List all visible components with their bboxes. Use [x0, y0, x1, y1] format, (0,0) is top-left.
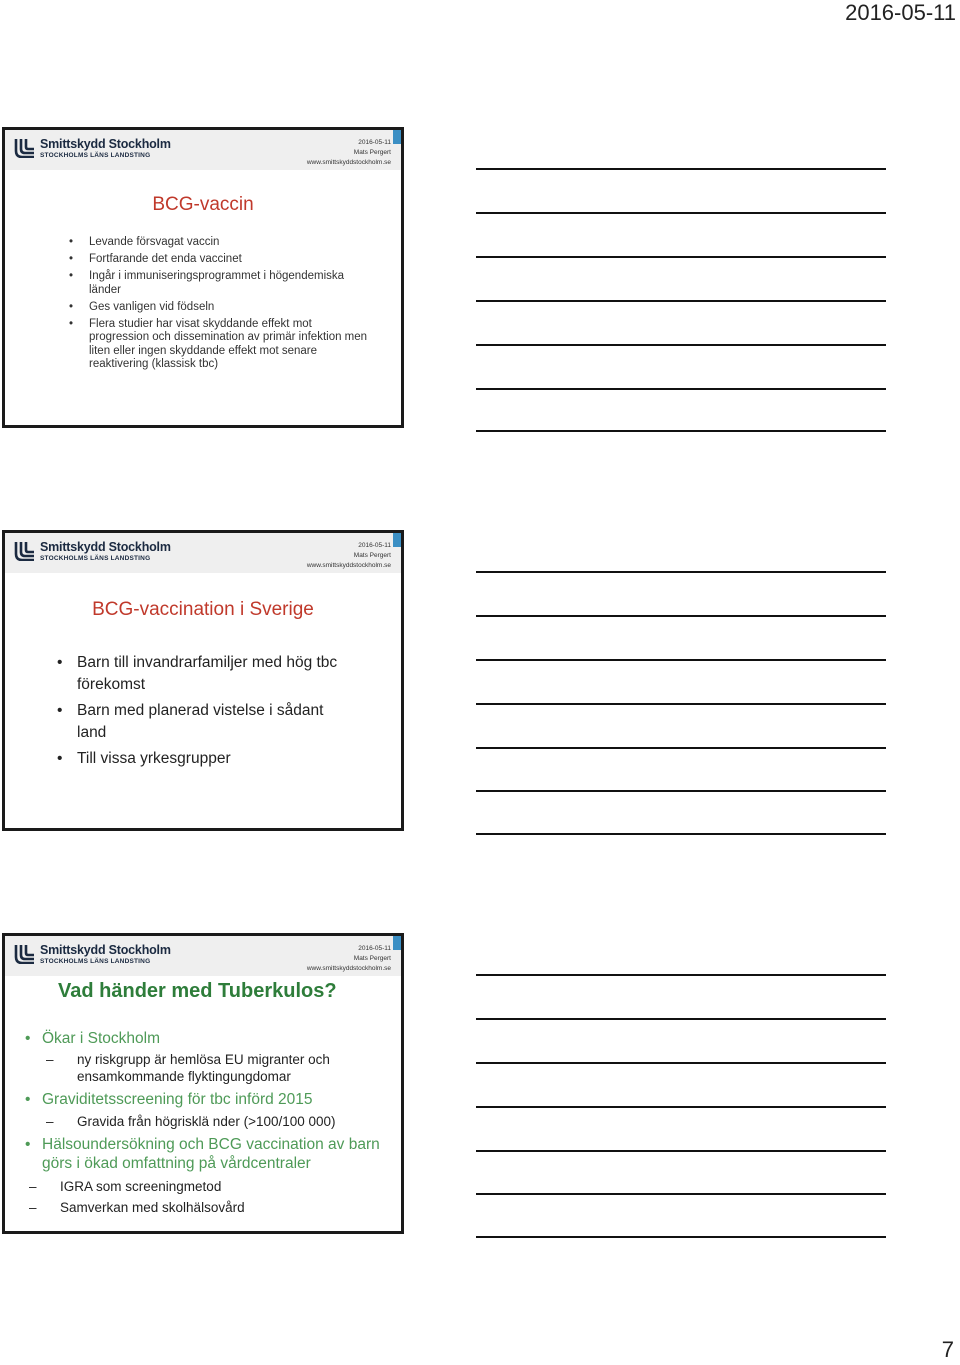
slide-meta — [307, 541, 391, 571]
logo-mark-icon — [13, 138, 35, 158]
note-line — [476, 344, 886, 346]
list-item: • Ingår i immuniseringsprogrammet i högendemiska länder — [69, 270, 345, 296]
list-item: • Ges vanligen vid födseln — [69, 300, 215, 313]
sub-list-item: – ny riskgrupp är hemlösa EU migranter och ensamkommande flyktingungdomar — [46, 1052, 330, 1084]
page-date: 2016-05-11 — [845, 0, 956, 25]
meta-url: www.smittskyddstockholm.se — [306, 159, 391, 166]
list-item: • Till vissa yrkesgrupper — [57, 750, 231, 767]
meta-date: 2016-05-11 — [358, 542, 391, 549]
logo-subtitle: STOCKHOLMS LÄNS LANDSTING — [40, 151, 151, 159]
slide-meta — [307, 138, 391, 168]
note-line — [476, 168, 886, 170]
header-accent — [393, 130, 401, 144]
slide-title: BCG-vaccin — [152, 194, 254, 215]
meta-author: Mats Pergert — [353, 552, 391, 559]
note-line — [476, 256, 886, 258]
bullet-list — [69, 236, 369, 372]
meta-url: www.smittskyddstockholm.se — [306, 965, 391, 972]
slide-title: BCG-vaccination i Sverige — [92, 599, 314, 620]
logo-subtitle: STOCKHOLMS LÄNS LANDSTING — [40, 554, 151, 562]
meta-author: Mats Pergert — [353, 955, 391, 962]
meta-date: 2016-05-11 — [358, 945, 391, 952]
smittskydd-logo — [13, 944, 171, 965]
sub-list-item: – Samverkan med skolhälsovård — [29, 1200, 245, 1215]
list-item: • Levande försvagat vaccin — [69, 236, 220, 248]
note-line — [476, 790, 886, 792]
list-item: • Barn med planerad vistelse i sådant land — [57, 702, 324, 741]
slide-header — [5, 936, 401, 976]
sub-list-item: – IGRA som screeningmetod — [29, 1179, 222, 1194]
header-accent — [393, 936, 401, 950]
page-number: 7 — [941, 1337, 954, 1362]
logo-title: Smittskydd Stockholm — [40, 540, 171, 554]
note-line — [476, 571, 886, 573]
meta-date: 2016-05-11 — [358, 139, 391, 146]
logo-mark-icon — [13, 944, 35, 964]
slide-1 — [2, 127, 404, 428]
note-line — [476, 1018, 886, 1020]
note-line — [476, 1236, 886, 1238]
logo-title: Smittskydd Stockholm — [40, 137, 171, 151]
note-line — [476, 300, 886, 302]
note-line — [476, 703, 886, 705]
note-line — [476, 747, 886, 749]
note-line — [476, 1106, 886, 1108]
note-line — [476, 1062, 886, 1064]
list-item: • Fortfarande det enda vaccinet — [69, 253, 242, 265]
smittskydd-logo — [13, 541, 171, 562]
sub-list-item: – Gravida från högrisklä nder (>100/100 000) — [46, 1114, 336, 1129]
list-item: • Graviditetsscreening för tbc införd 2015 — [25, 1091, 313, 1108]
list-item: • Hälsoundersökning och BCG vaccination av barn görs i ökad omfattning på vårdcentraler — [25, 1136, 380, 1172]
logo-mark-icon — [13, 541, 35, 561]
logo-subtitle: STOCKHOLMS LÄNS LANDSTING — [40, 957, 151, 965]
smittskydd-logo — [13, 138, 171, 159]
list-item: • Ökar i Stockholm — [25, 1030, 161, 1047]
note-line — [476, 212, 886, 214]
meta-url: www.smittskyddstockholm.se — [306, 562, 391, 569]
note-line — [476, 388, 886, 390]
meta-author: Mats Pergert — [353, 149, 391, 156]
slide-3 — [2, 933, 404, 1234]
bullet-list — [57, 652, 347, 770]
note-line — [476, 615, 886, 617]
note-line — [476, 1150, 886, 1152]
note-line — [476, 833, 886, 835]
header-accent — [393, 533, 401, 547]
slide-header — [5, 533, 401, 573]
note-line — [476, 974, 886, 976]
list-item: • Flera studier har visat skyddande effekt mot progression och dissemination av primär infektion men liten eller ingen skyddande effekt mot senare reaktivering (klassisk tbc) — [69, 317, 368, 370]
list-item: • Barn till invandrarfamiljer med hög tbc förekomst — [57, 654, 338, 693]
slide-title: Vad händer med Tuberkulos? — [58, 980, 337, 1002]
logo-title: Smittskydd Stockholm — [40, 943, 171, 957]
note-line — [476, 430, 886, 432]
slide-2 — [2, 530, 404, 831]
note-line — [476, 1193, 886, 1195]
bullet-list — [25, 1029, 385, 1216]
note-line — [476, 659, 886, 661]
slide-header — [5, 130, 401, 170]
slide-meta — [307, 944, 391, 974]
